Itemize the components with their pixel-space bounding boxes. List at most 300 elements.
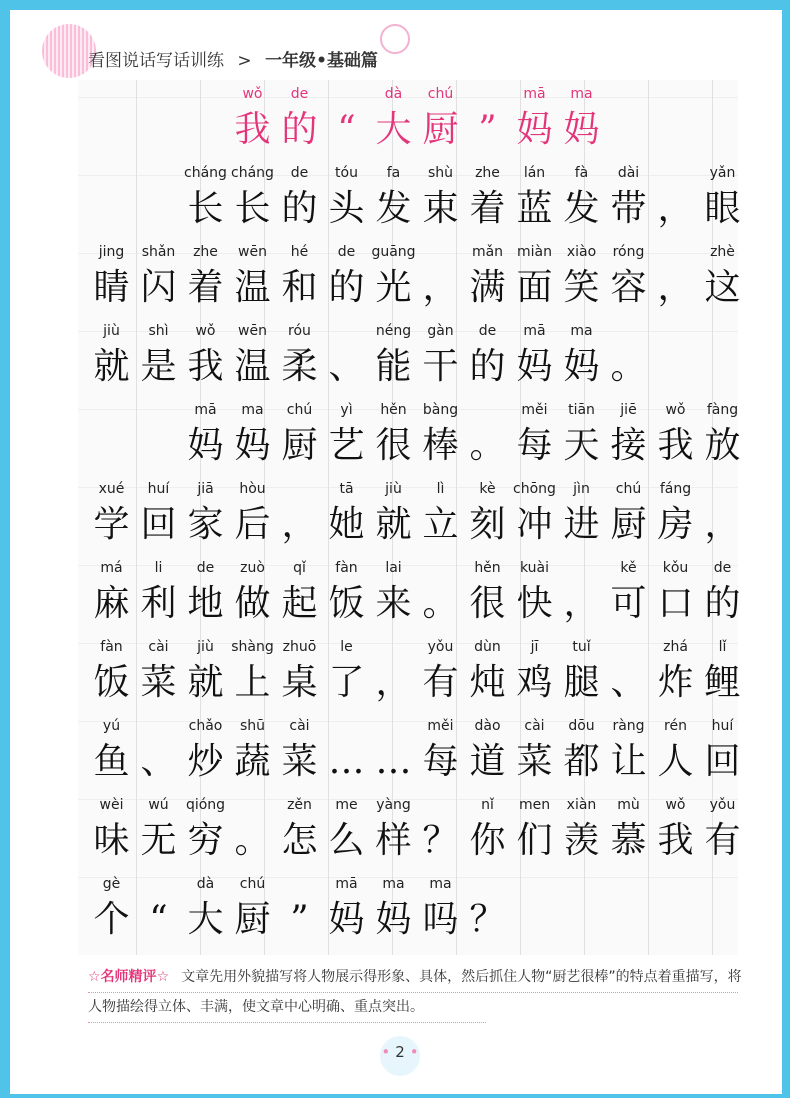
pinyin: jī	[530, 639, 539, 655]
hanzi: 就	[375, 504, 412, 545]
char-cell	[605, 159, 652, 238]
pinyin: měi	[427, 718, 454, 734]
char-cell	[699, 791, 746, 870]
hanzi: 的	[281, 109, 318, 150]
hanzi: 很	[469, 583, 506, 624]
char-cell	[370, 791, 417, 870]
pinyin: ma	[570, 86, 593, 102]
char-cell	[511, 554, 558, 633]
pinyin: nǐ	[481, 797, 494, 813]
hanzi: 面	[516, 267, 553, 308]
hanzi: ，	[563, 583, 600, 624]
text-line	[88, 712, 741, 791]
hanzi: 带	[610, 188, 647, 229]
char-cell	[88, 712, 135, 791]
pinyin: dào	[474, 718, 501, 734]
running-header	[88, 46, 378, 71]
pinyin: li	[154, 560, 163, 576]
hanzi: 口	[657, 583, 694, 624]
pinyin: tiān	[568, 402, 595, 418]
pinyin: fàng	[706, 402, 739, 418]
text-line	[88, 159, 741, 238]
pinyin: xiàn	[566, 797, 597, 813]
hanzi: 妈	[187, 425, 224, 466]
pinyin: zhè	[710, 244, 735, 260]
hanzi: 都	[563, 741, 600, 782]
header-separator: >	[237, 51, 252, 71]
hanzi: 我	[234, 109, 271, 150]
char-cell	[229, 475, 276, 554]
hanzi: 慕	[610, 820, 647, 861]
pinyin: yú	[102, 718, 121, 734]
hanzi: 的	[469, 346, 506, 387]
hanzi: 道	[469, 741, 506, 782]
char-cell	[88, 396, 135, 475]
hanzi: 味	[93, 820, 130, 861]
pinyin: ma	[570, 323, 593, 339]
hanzi: “	[149, 899, 168, 940]
pinyin: lai	[385, 560, 402, 576]
hanzi: 、	[610, 662, 647, 703]
hanzi: 做	[234, 583, 271, 624]
page-number-value: 2	[395, 1043, 405, 1061]
pinyin: shū	[239, 718, 266, 734]
hanzi: 着	[187, 267, 224, 308]
char-cell	[699, 475, 746, 554]
hanzi: 妈	[563, 109, 600, 150]
pinyin: róu	[288, 323, 311, 339]
hanzi: 的	[281, 188, 318, 229]
text-line	[88, 238, 741, 317]
hanzi: 房	[657, 504, 694, 545]
hanzi: 棒	[422, 425, 459, 466]
pinyin: měi	[521, 402, 548, 418]
star-icon: ☆	[88, 969, 101, 985]
pinyin: huí	[147, 481, 170, 497]
hanzi: 后	[234, 504, 271, 545]
hanzi: 厨	[610, 504, 647, 545]
pinyin: zhe	[475, 165, 500, 181]
hanzi: 么	[328, 820, 365, 861]
pinyin: wǒ	[665, 402, 686, 418]
char-cell	[229, 870, 276, 949]
pinyin: shǎn	[141, 244, 176, 260]
hanzi: 温	[234, 346, 271, 387]
hanzi: ，	[422, 267, 459, 308]
hanzi: 无	[140, 820, 177, 861]
hanzi: 光	[375, 267, 412, 308]
char-cell	[88, 870, 135, 949]
hanzi: 长	[187, 188, 224, 229]
hanzi: 头	[328, 188, 365, 229]
hanzi: 们	[516, 820, 553, 861]
text-line	[88, 554, 741, 633]
hanzi: 眼	[704, 188, 741, 229]
pinyin: cài	[289, 718, 310, 734]
hanzi: 、	[140, 741, 177, 782]
pinyin: wú	[148, 797, 169, 813]
pinyin: hòu	[239, 481, 266, 497]
pinyin: yǒu	[427, 639, 454, 655]
pinyin: xué	[98, 481, 125, 497]
char-cell	[605, 238, 652, 317]
pinyin: ràng	[612, 718, 645, 734]
hanzi: ”	[290, 899, 309, 940]
pinyin: yì	[340, 402, 353, 418]
hanzi: 妈	[516, 109, 553, 150]
hanzi: 发	[563, 188, 600, 229]
pinyin: dài	[617, 165, 640, 181]
pinyin: mā	[523, 323, 546, 339]
text-line	[88, 633, 741, 712]
hanzi: 温	[234, 267, 271, 308]
pinyin: jiù	[103, 323, 120, 339]
pinyin: shù	[427, 165, 454, 181]
char-cell	[558, 317, 605, 396]
hanzi: 我	[657, 425, 694, 466]
hanzi: ？	[469, 899, 506, 940]
hanzi: 地	[187, 583, 224, 624]
pinyin: wēn	[238, 244, 267, 260]
hanzi: 有	[704, 820, 741, 861]
char-cell	[558, 633, 605, 712]
hanzi: 炒	[187, 741, 224, 782]
pinyin: dà	[196, 876, 215, 892]
char-cell	[652, 475, 699, 554]
hanzi: 鱼	[93, 741, 130, 782]
pinyin: chú	[239, 876, 266, 892]
hanzi: 的	[328, 267, 365, 308]
char-cell	[323, 712, 370, 791]
star-icon: ☆	[156, 969, 170, 985]
hanzi: 鸡	[516, 662, 553, 703]
hanzi: 炖	[469, 662, 506, 703]
hanzi: 了	[328, 662, 365, 703]
pinyin: shì	[148, 323, 169, 339]
pinyin: chōng	[513, 481, 556, 497]
page-number: • 2 •	[381, 1043, 419, 1061]
pinyin: lì	[436, 481, 445, 497]
char-cell	[276, 80, 323, 159]
char-cell	[417, 396, 464, 475]
pinyin: jing	[98, 244, 125, 260]
pinyin: miàn	[517, 244, 552, 260]
comment-underline	[88, 992, 738, 993]
hanzi: 妈	[234, 425, 271, 466]
pinyin: yàng	[376, 797, 411, 813]
pinyin: dōu	[568, 718, 595, 734]
pinyin: de	[196, 560, 215, 576]
hanzi: 笑	[563, 267, 600, 308]
pinyin: qǐ	[293, 560, 306, 576]
hanzi: 就	[93, 346, 130, 387]
pinyin: tā	[339, 481, 354, 497]
pinyin: kuài	[519, 560, 550, 576]
hanzi: 起	[281, 583, 318, 624]
char-cell	[558, 80, 605, 159]
essay-title	[229, 80, 790, 159]
header-dot: •	[316, 51, 327, 71]
hanzi: ，	[281, 504, 318, 545]
hanzi: 大	[375, 109, 412, 150]
hanzi: 厨	[281, 425, 318, 466]
hanzi: 吗	[422, 899, 459, 940]
hanzi: 妈	[516, 346, 553, 387]
hanzi: ，	[657, 188, 694, 229]
section-name: 基础篇	[326, 51, 378, 71]
char-cell	[699, 238, 746, 317]
pinyin: hěn	[380, 402, 407, 418]
text-line	[88, 791, 741, 870]
pinyin: mā	[523, 86, 546, 102]
hanzi: 大	[187, 899, 224, 940]
comment-label: 名师精评	[100, 969, 157, 985]
hanzi: 家	[187, 504, 224, 545]
pinyin: le	[340, 639, 353, 655]
pinyin: néng	[375, 323, 412, 339]
hanzi: 菜	[140, 662, 177, 703]
pinyin: ma	[429, 876, 452, 892]
hanzi: 菜	[516, 741, 553, 782]
hanzi: 饭	[93, 662, 130, 703]
char-cell	[276, 317, 323, 396]
pinyin: chú	[286, 402, 313, 418]
pinyin: wǒ	[242, 86, 263, 102]
hanzi: 束	[422, 188, 459, 229]
pinyin: cháng	[184, 165, 227, 181]
hanzi: 长	[234, 188, 271, 229]
hanzi: ，	[704, 504, 741, 545]
pinyin: zhá	[663, 639, 688, 655]
hanzi: 着	[469, 188, 506, 229]
pinyin: fáng	[659, 481, 692, 497]
hanzi: 每	[516, 425, 553, 466]
char-cell	[464, 870, 511, 949]
hanzi: ，	[375, 662, 412, 703]
char-cell	[699, 396, 746, 475]
hanzi: 干	[422, 346, 459, 387]
hanzi: 就	[187, 662, 224, 703]
pinyin: gàn	[427, 323, 454, 339]
hanzi: 你	[469, 820, 506, 861]
hanzi: 我	[187, 346, 224, 387]
pinyin: mù	[617, 797, 640, 813]
hanzi: 的	[704, 583, 741, 624]
hanzi: ，	[657, 267, 694, 308]
pinyin: wǒ	[665, 797, 686, 813]
hanzi: “	[337, 109, 356, 150]
pinyin: huí	[711, 718, 734, 734]
char-cell	[182, 791, 229, 870]
pinyin: wǒ	[195, 323, 216, 339]
pinyin: zhuō	[282, 639, 317, 655]
pinyin: jiù	[197, 639, 214, 655]
hanzi: ？	[422, 820, 459, 861]
pinyin: má	[100, 560, 123, 576]
hanzi: 放	[704, 425, 741, 466]
pinyin: mǎn	[471, 244, 504, 260]
hanzi: 腿	[563, 662, 600, 703]
pinyin: wèi	[99, 797, 124, 813]
pinyin: de	[713, 560, 732, 576]
hanzi: 艺	[328, 425, 365, 466]
hanzi: 这	[704, 267, 741, 308]
pinyin: yǒu	[709, 797, 736, 813]
pinyin: fàn	[100, 639, 123, 655]
pinyin: dùn	[474, 639, 501, 655]
hanzi: …	[328, 741, 365, 782]
hanzi: 发	[375, 188, 412, 229]
char-cell	[417, 870, 464, 949]
hanzi: 是	[140, 346, 177, 387]
hanzi: 厨	[422, 109, 459, 150]
pinyin: de	[290, 165, 309, 181]
pinyin: wēn	[238, 323, 267, 339]
pinyin: hěn	[474, 560, 501, 576]
pinyin: kě	[620, 560, 637, 576]
hanzi: 、	[328, 346, 365, 387]
hanzi: 刻	[469, 504, 506, 545]
pinyin: zuò	[240, 560, 265, 576]
hanzi: 很	[375, 425, 412, 466]
char-cell	[370, 554, 417, 633]
pinyin: tuǐ	[572, 639, 591, 655]
char-cell	[417, 80, 464, 159]
pinyin: chǎo	[188, 718, 223, 734]
pinyin: zěn	[287, 797, 312, 813]
hanzi: 满	[469, 267, 506, 308]
char-cell	[699, 712, 746, 791]
hanzi: 立	[422, 504, 459, 545]
char-cell	[699, 633, 746, 712]
pinyin: jiù	[385, 481, 402, 497]
hanzi: 麻	[93, 583, 130, 624]
char-cell	[605, 317, 652, 396]
hanzi: 回	[140, 504, 177, 545]
hanzi: 柔	[281, 346, 318, 387]
char-cell	[88, 159, 135, 238]
pinyin: gè	[102, 876, 121, 892]
pinyin: ma	[241, 402, 264, 418]
char-cell	[276, 712, 323, 791]
pinyin: fàn	[335, 560, 358, 576]
pinyin: jiā	[197, 481, 214, 497]
hanzi: 炸	[657, 662, 694, 703]
pinyin: yǎn	[709, 165, 736, 181]
pinyin: chú	[615, 481, 642, 497]
hanzi: 妈	[328, 899, 365, 940]
pinyin: dà	[384, 86, 403, 102]
pinyin: mā	[335, 876, 358, 892]
hanzi: 。	[469, 425, 506, 466]
pinyin: de	[290, 86, 309, 102]
pinyin: de	[337, 244, 356, 260]
pinyin: chú	[427, 86, 454, 102]
pinyin: cài	[148, 639, 169, 655]
pinyin: fa	[386, 165, 401, 181]
pinyin: qióng	[185, 797, 226, 813]
text-line	[88, 396, 741, 475]
pinyin: róng	[612, 244, 645, 260]
pinyin: cháng	[231, 165, 274, 181]
pinyin: guāng	[371, 244, 416, 260]
decorative-ring	[380, 24, 410, 54]
pinyin: rén	[664, 718, 687, 734]
hanzi: 冲	[516, 504, 553, 545]
text-line	[88, 475, 741, 554]
char-cell	[699, 159, 746, 238]
text-line	[88, 317, 738, 396]
pinyin: cài	[524, 718, 545, 734]
pinyin: ma	[382, 876, 405, 892]
hanzi: 闪	[140, 267, 177, 308]
hanzi: 。	[422, 583, 459, 624]
hanzi: 容	[610, 267, 647, 308]
hanzi: 我	[657, 820, 694, 861]
hanzi: 。	[610, 346, 647, 387]
hanzi: 。	[234, 820, 271, 861]
hanzi: 睛	[93, 267, 130, 308]
hanzi: 利	[140, 583, 177, 624]
pinyin: xiào	[566, 244, 597, 260]
hanzi: ”	[478, 109, 497, 150]
hanzi: 蓝	[516, 188, 553, 229]
hanzi: 厨	[234, 899, 271, 940]
hanzi: 接	[610, 425, 647, 466]
pinyin: men	[518, 797, 551, 813]
pinyin: hé	[290, 244, 309, 260]
pinyin: lán	[523, 165, 546, 181]
pinyin: zhe	[193, 244, 218, 260]
hanzi: 穷	[187, 820, 224, 861]
hanzi: 桌	[281, 662, 318, 703]
pinyin: kǒu	[662, 560, 689, 576]
book-title: 看图说话写话训练	[88, 51, 224, 71]
hanzi: 进	[563, 504, 600, 545]
hanzi: 每	[422, 741, 459, 782]
hanzi: 样	[375, 820, 412, 861]
pinyin: jìn	[573, 481, 590, 497]
hanzi: 回	[704, 741, 741, 782]
grade-level: 一年级	[265, 51, 317, 71]
hanzi: …	[375, 741, 412, 782]
hanzi: 人	[657, 741, 694, 782]
pinyin: bàng	[422, 402, 459, 418]
pinyin: jiē	[620, 402, 637, 418]
pinyin: shàng	[231, 639, 274, 655]
hanzi: 菜	[281, 741, 318, 782]
text-line	[88, 870, 738, 949]
hanzi: 和	[281, 267, 318, 308]
hanzi: 可	[610, 583, 647, 624]
hanzi: 天	[563, 425, 600, 466]
hanzi: 蔬	[234, 741, 271, 782]
pinyin: kè	[479, 481, 496, 497]
pinyin: me	[335, 797, 358, 813]
hanzi: 妈	[563, 346, 600, 387]
hanzi: 能	[375, 346, 412, 387]
hanzi: 学	[93, 504, 130, 545]
char-cell	[323, 633, 370, 712]
hanzi: 快	[516, 583, 553, 624]
hanzi: 她	[328, 504, 365, 545]
hanzi: 有	[422, 662, 459, 703]
hanzi: 饭	[328, 583, 365, 624]
pinyin: tóu	[335, 165, 358, 181]
comment-text: 文章先用外貌描写将人物展示得形象、具体，然后抓住人物“厨艺很棒”的特点着重描写，将人物描绘得立体、丰满，使文章中心明确、重点突出。	[88, 969, 742, 1015]
char-cell	[699, 554, 746, 633]
hanzi: 上	[234, 662, 271, 703]
